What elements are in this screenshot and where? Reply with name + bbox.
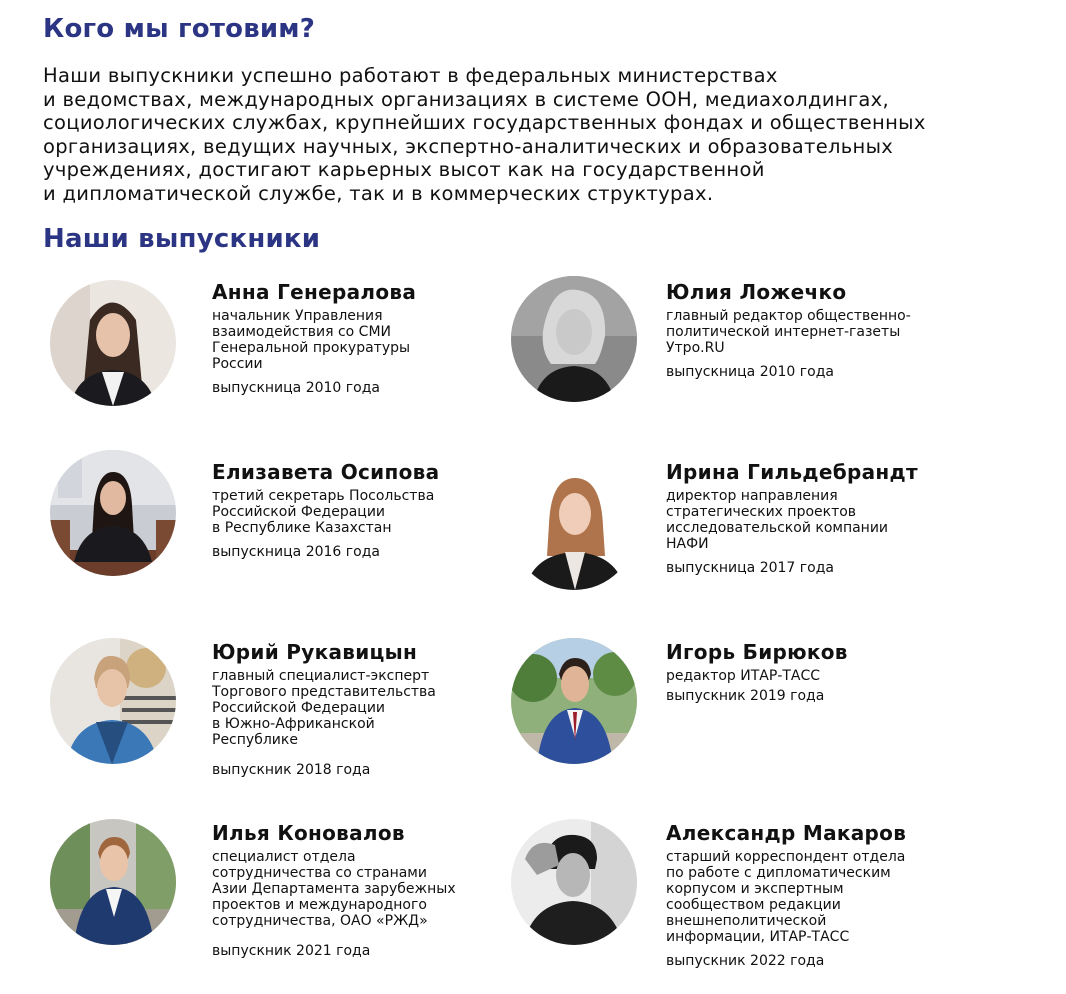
alumni-year: выпускник 2019 года [666,688,825,704]
alumni-info [212,460,487,560]
alumni-name: Игорь Бирюков [666,640,848,664]
alumni-role [666,308,941,356]
alumni-role-line: в Республике Казахстан [212,520,392,536]
alumni-role-line: Утро.RU [666,340,725,356]
alumni-role [212,488,487,536]
alumni-photo [511,819,637,945]
section-heading-who-we-train: Кого мы готовим? [43,14,316,44]
alumni-role-line: главный редактор общественно- [666,308,911,324]
alumni-photo [50,280,176,406]
alumni-photo [511,276,637,402]
intro-line: организациях, ведущих научных, экспертно-аналитических и образовательных [43,134,894,158]
alumni-role-line: начальник Управления [212,308,383,324]
alumni-role-line: взаимодействия со СМИ [212,324,392,340]
alumni-role-line: исследовательской компании [666,520,889,536]
alumni-name: Юрий Рукавицын [212,640,418,664]
alumni-role-line: редактор ИТАР-ТАСС [666,668,821,684]
intro-line: социологических службах, крупнейших государственных фондах и общественных [43,111,926,134]
alumni-info [212,821,487,959]
alumni-role-line: директор направления [666,488,838,504]
alumni-role-line: сообществом редакции [666,897,841,913]
alumni-name: Юлия Ложечко [666,280,847,304]
alumni-role-line: Торгового представительства [212,684,436,700]
alumni-photo [50,819,176,945]
alumni-role-line: Генеральной прокуратуры [212,340,411,356]
section-heading-alumni: Наши выпускники [43,224,321,254]
alumni-role-line: Азии Департамента зарубежных [212,881,456,897]
alumni-name: Анна Генералова [212,280,417,304]
alumni-role-line: Республике [212,732,298,748]
alumni-role [212,668,487,748]
alumni-year: выпускник 2021 года [212,943,371,959]
alumni-name: Ирина Гильдебрандт [666,460,918,484]
intro-line: и дипломатической службе, так и в коммерческих структурах. [43,181,714,205]
alumni-role-line: корпусом и экспертным [666,881,844,897]
alumni-year: выпускник 2018 года [212,762,371,778]
alumni-photo [511,464,637,590]
alumni-info [666,280,941,380]
alumni-photo [511,638,637,764]
alumni-role [212,308,487,372]
alumni-role-line: Российской Федерации [212,700,386,716]
alumni-role-line: НАФИ [666,536,709,552]
alumni-role-line: старший корреспондент отдела [666,849,906,865]
intro-line: Наши выпускники успешно работают в федеральных министерствах [43,64,778,87]
alumni-role-line: в Южно-Африканской [212,716,375,732]
alumni-info [212,280,487,396]
alumni-role-line: главный специалист-эксперт [212,668,430,684]
alumni-role-line: внешнеполитической [666,913,827,929]
alumni-year: выпускница 2016 года [212,544,380,560]
alumni-role-line: сотрудничества со странами [212,865,427,881]
alumni-role-line: информации, ИТАР-ТАСС [666,929,850,945]
alumni-year: выпускница 2010 года [666,364,834,380]
intro-line: учреждениях, достигают карьерных высот как на государственной [43,158,765,181]
alumni-role-line: проектов и международного [212,897,427,913]
alumni-year: выпускница 2017 года [666,560,834,576]
alumni-role-line: стратегических проектов [666,504,857,520]
alumni-info [212,640,487,778]
intro-paragraph [43,64,1043,205]
alumni-name: Александр Макаров [666,821,907,845]
alumni-role [666,849,941,945]
alumni-role-line: России [212,356,263,372]
alumni-role-line: Российской Федерации [212,504,386,520]
alumni-role-line: сотрудничества, ОАО «РЖД» [212,913,428,929]
alumni-photo [50,638,176,764]
alumni-role-line: третий секретарь Посольства [212,488,435,504]
alumni-role-line: специалист отдела [212,849,356,865]
alumni-year: выпускница 2010 года [212,380,380,396]
alumni-role [666,668,941,684]
alumni-photo [50,450,176,576]
alumni-info [666,821,941,969]
alumni-role [666,488,941,552]
alumni-name: Илья Коновалов [212,821,405,845]
alumni-info [666,460,941,576]
alumni-role-line: по работе с дипломатическим [666,865,891,881]
alumni-info [666,640,941,704]
alumni-role-line: политической интернет-газеты [666,324,901,340]
alumni-year: выпускник 2022 года [666,953,825,969]
alumni-role [212,849,487,929]
alumni-name: Елизавета Осипова [212,460,440,484]
intro-line: и ведомствах, международных организациях в системе ООН, медиахолдингах, [43,87,889,111]
